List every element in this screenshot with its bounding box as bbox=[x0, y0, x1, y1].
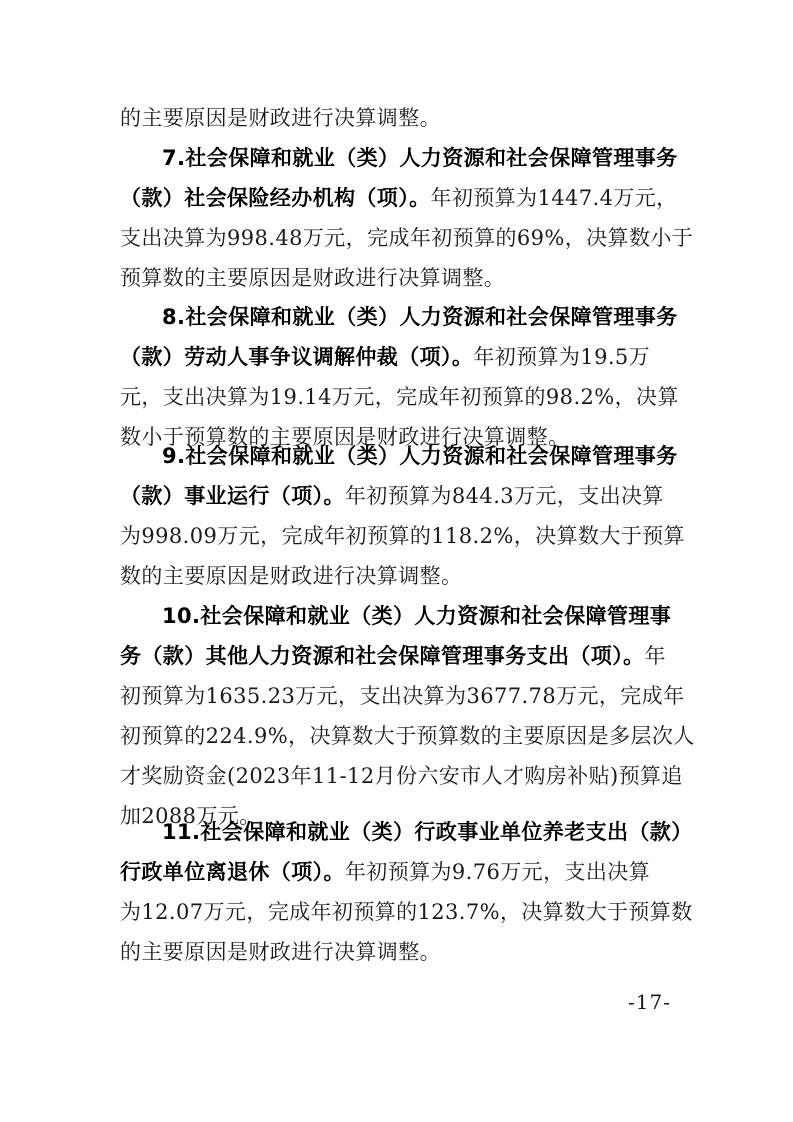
heading-text: 10.社会保障和就业（类）人力资源和社会保障管理事 bbox=[162, 604, 672, 628]
paragraph-line bbox=[120, 297, 680, 337]
paragraph-line bbox=[120, 676, 685, 716]
paragraph-line bbox=[120, 596, 680, 636]
body-text: 加2088万元。 bbox=[120, 804, 261, 828]
paragraph-line bbox=[120, 377, 680, 417]
body-text: 预算数的主要原因是财政进行决算调整。 bbox=[120, 266, 506, 290]
heading-text: 11.社会保障和就业（类）行政事业单位养老支出（款） bbox=[162, 820, 693, 844]
paragraph-line bbox=[120, 138, 680, 178]
body-text: 年初预算为19.5万 bbox=[473, 345, 651, 369]
heading-text: （款）社会保险经办机构（项）。 bbox=[120, 186, 431, 210]
intro-paragraph bbox=[120, 98, 680, 138]
heading-text: （款）劳动人事争议调解仲裁（项）。 bbox=[120, 345, 474, 369]
paragraph-line: 的主要原因是财政进行决算调整。 bbox=[120, 106, 441, 130]
body-text: 的主要原因是财政进行决算调整。 bbox=[120, 940, 441, 964]
paragraph-line bbox=[120, 218, 694, 258]
item-9-paragraph bbox=[120, 436, 685, 596]
item-11-paragraph bbox=[120, 812, 693, 972]
page-number: -17- bbox=[628, 990, 671, 1014]
paragraph-line bbox=[120, 852, 680, 892]
body-text: 元，支出决算为19.14万元，完成年初预算的98.2%，决算 bbox=[120, 385, 679, 409]
body-text: 年初预算为844.3万元，支出决算 bbox=[344, 484, 664, 508]
body-text: 数小于预算数的主要原因是财政进行决算调整。 bbox=[120, 425, 570, 449]
paragraph-line bbox=[120, 436, 680, 476]
paragraph-line bbox=[120, 812, 693, 852]
paragraph-line bbox=[120, 556, 680, 596]
item-7-paragraph bbox=[120, 138, 694, 298]
heading-text: （款）事业运行（项）。 bbox=[120, 484, 345, 508]
body-text: 支出决算为998.48万元，完成年初预算的69%，决算数小于 bbox=[120, 226, 694, 250]
body-text: 年初预算为1447.4万元， bbox=[430, 186, 678, 210]
body-text: 才奖励资金(2023年11-12月份六安市人才购房补贴)预算追 bbox=[120, 764, 683, 788]
body-text: 数的主要原因是财政进行决算调整。 bbox=[120, 564, 463, 588]
body-text: 初预算为1635.23万元，支出决算为3677.78万元，完成年 bbox=[120, 684, 685, 708]
heading-text: 7.社会保障和就业（类）人力资源和社会保障管理事务 bbox=[162, 146, 678, 170]
paragraph-line bbox=[120, 716, 695, 756]
heading-text: 8.社会保障和就业（类）人力资源和社会保障管理事务 bbox=[162, 305, 678, 329]
paragraph-line bbox=[120, 932, 680, 972]
paragraph-line bbox=[120, 892, 693, 932]
heading-text: 行政单位离退休（项）。 bbox=[120, 860, 345, 884]
heading-text: 务（款）其他人力资源和社会保障管理事务支出（项）。 bbox=[120, 644, 645, 668]
paragraph-line bbox=[120, 178, 680, 218]
body-text: 年 bbox=[644, 644, 666, 668]
body-text: 初预算的224.9%，决算数大于预算数的主要原因是多层次人 bbox=[120, 724, 695, 748]
body-text: 为998.09万元，完成年初预算的118.2%，决算数大于预算 bbox=[120, 524, 685, 548]
paragraph-line bbox=[120, 337, 680, 377]
paragraph-line bbox=[120, 476, 680, 516]
body-text: 为12.07万元，完成年初预算的123.7%，决算数大于预算数 bbox=[120, 900, 693, 924]
paragraph-line bbox=[120, 756, 683, 796]
heading-text: 9.社会保障和就业（类）人力资源和社会保障管理事务 bbox=[162, 444, 678, 468]
item-10-paragraph bbox=[120, 596, 695, 836]
paragraph-line bbox=[120, 636, 680, 676]
paragraph-line bbox=[120, 258, 680, 298]
body-text: 年初预算为9.76万元，支出决算 bbox=[344, 860, 651, 884]
item-8-paragraph bbox=[120, 297, 680, 457]
paragraph-line bbox=[120, 516, 685, 556]
